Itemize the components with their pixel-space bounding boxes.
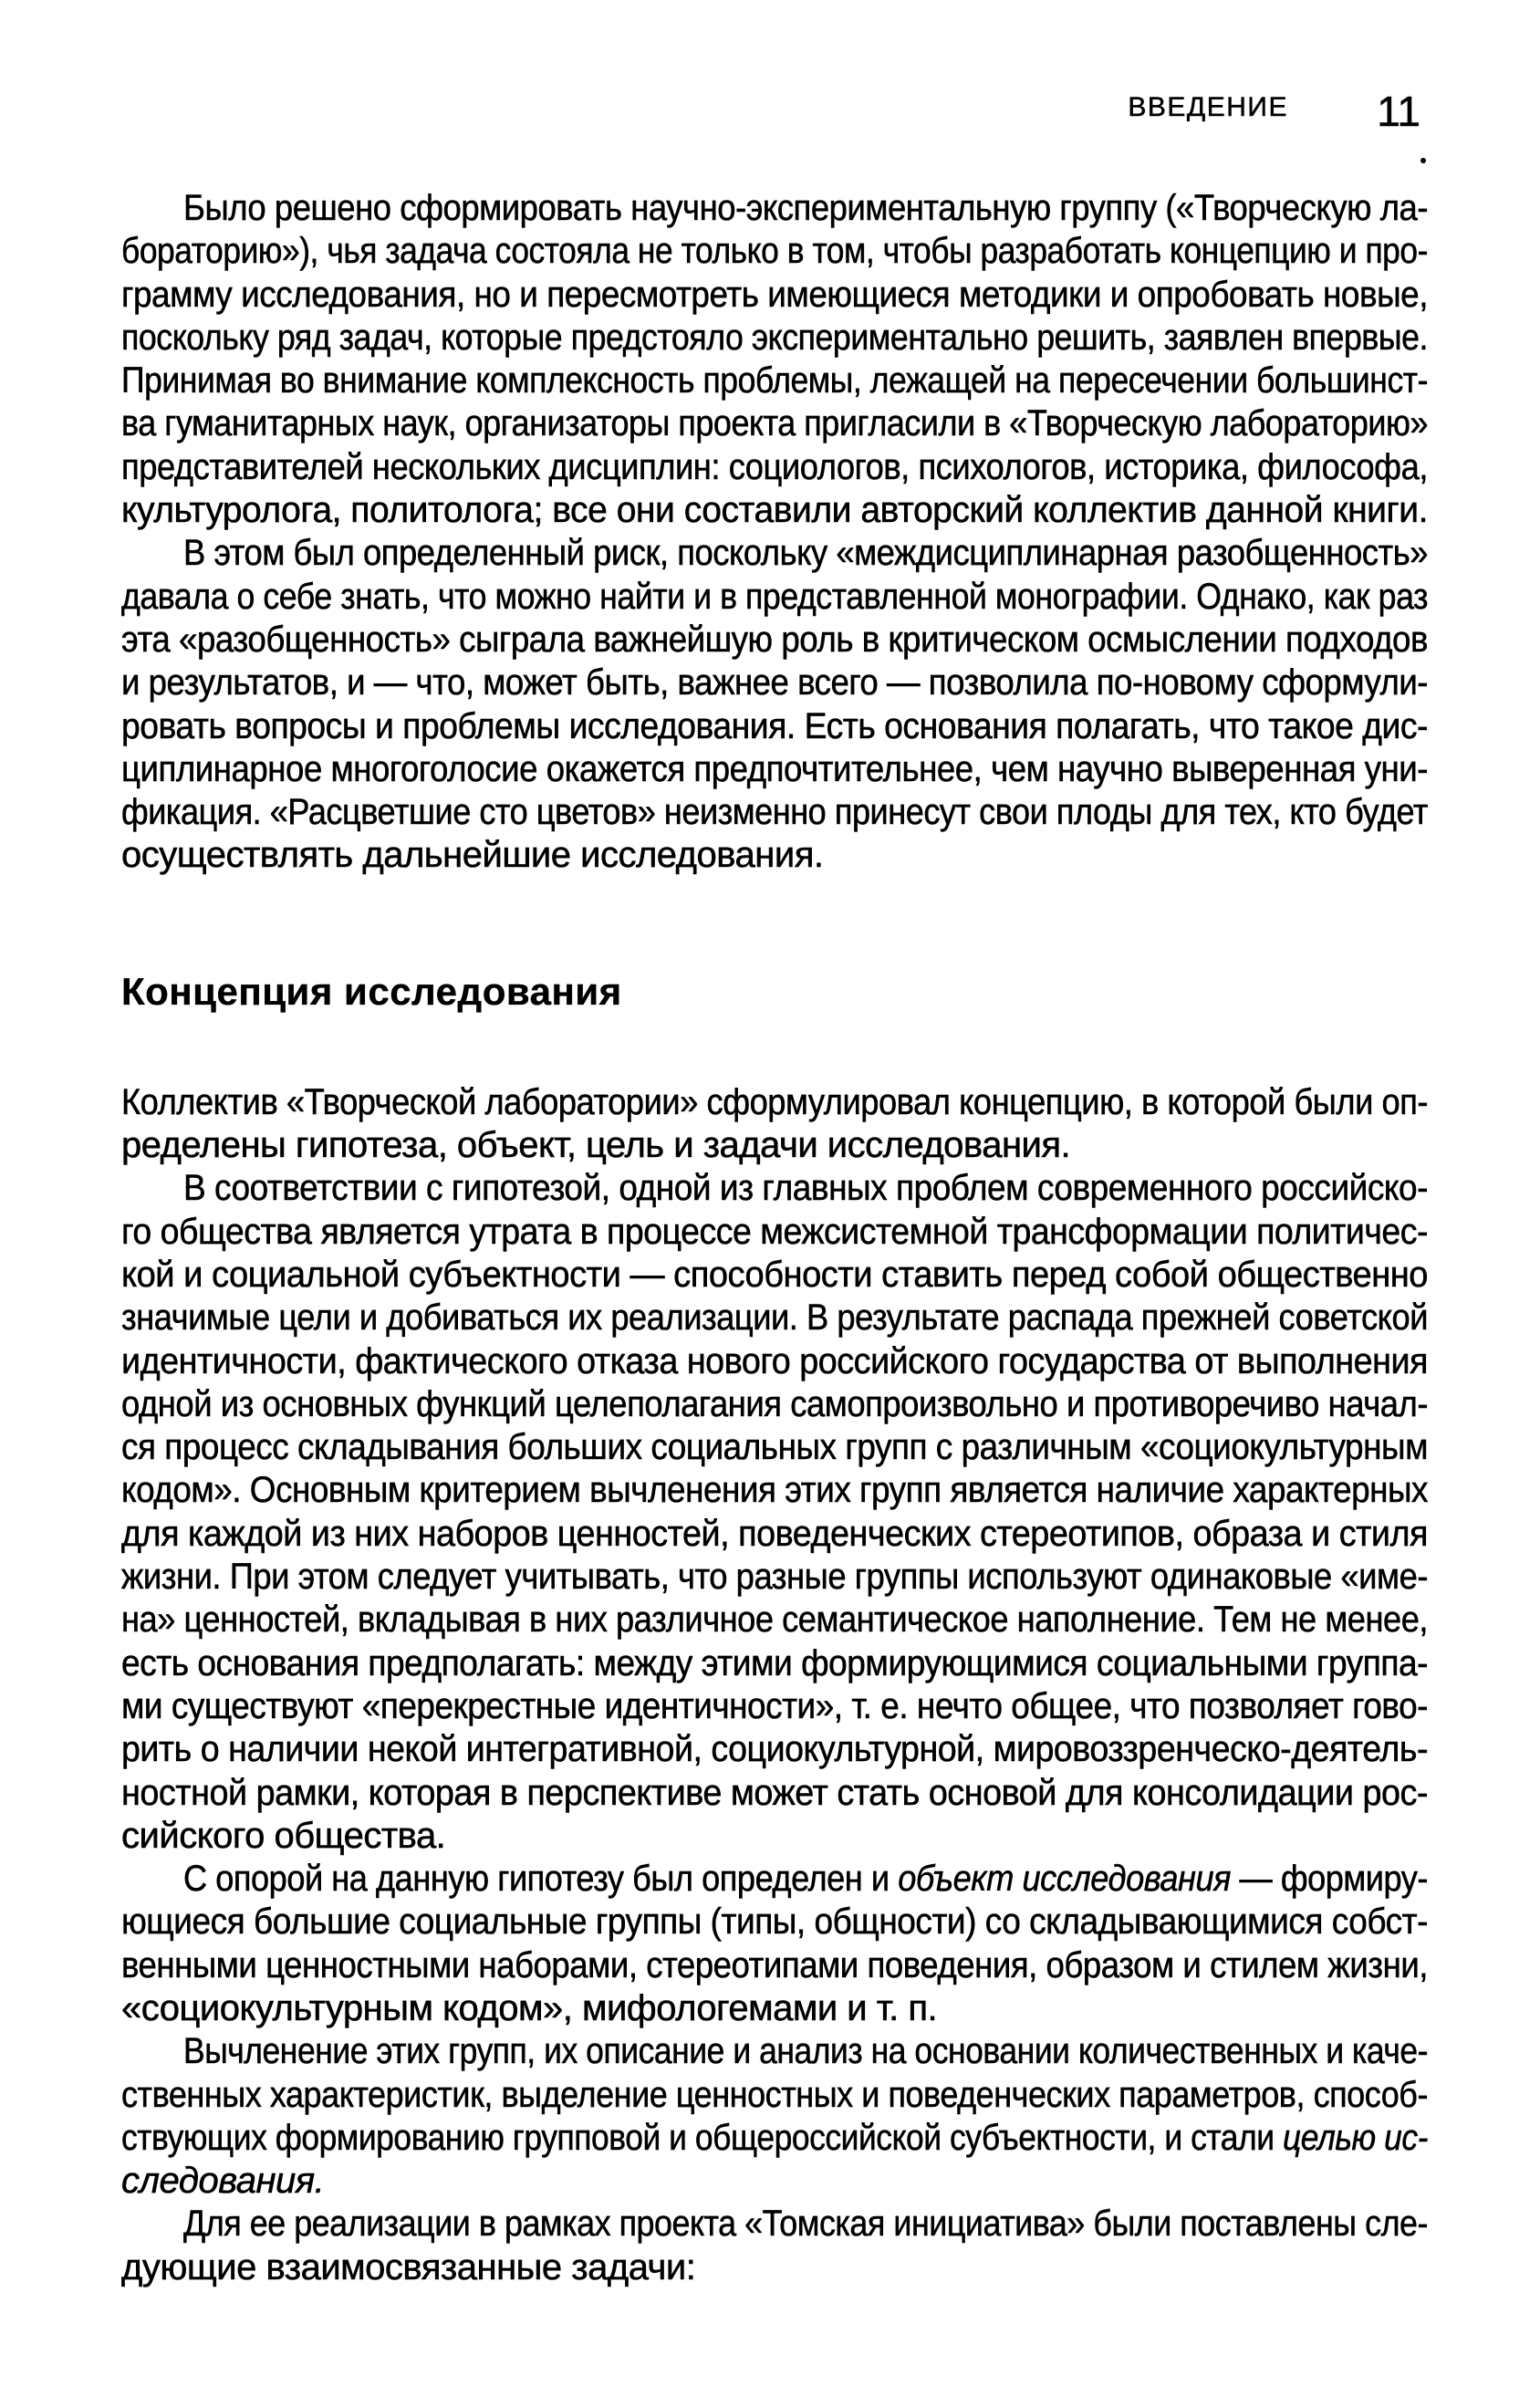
text-line: эта «разобщенность» сыграла важнейшую роль в критическом осмыслении подходов	[121, 619, 1428, 660]
running-title: ВВЕДЕНИЕ	[1128, 92, 1288, 122]
text-line: жизни. При этом следует учитывать, что разные группы используют одинаковые «име-	[121, 1557, 1428, 1598]
text-line: Принимая во внимание комплексность проблемы, лежащей на пересечении большинст-	[121, 360, 1428, 401]
text-line: следования.	[121, 2161, 325, 2202]
text-line: В соответствии с гипотезой, одной из главных проблем современного российско-	[183, 1168, 1428, 1209]
text-line: на» ценностей, вкладывая в них различное семантическое наполнение. Тем не менее,	[121, 1599, 1428, 1641]
text-line: венными ценностными наборами, стереотипами поведения, образом и стилем жизни,	[121, 1944, 1428, 1985]
paragraph	[121, 1858, 1428, 2030]
text-line: ровать вопросы и проблемы исследования. Есть основания полагать, что такое дис-	[121, 705, 1428, 746]
text-line: грамму исследования, но и пересмотреть имеющиеся методики и опробовать новые,	[121, 274, 1428, 315]
paragraph	[121, 187, 1428, 532]
text-line: и результатов, и — что, может быть, важнее всего — позволила по-новому сформули-	[121, 662, 1428, 703]
paragraph	[121, 1167, 1428, 1858]
section-heading: Концепция исследования	[121, 969, 622, 1013]
text-line: ся процесс складывания больших социальных групп с различным «социокультурным	[121, 1427, 1428, 1468]
text-line: Для ее реализации в рамках проекта «Томская инициатива» были поставлены сле-	[183, 2204, 1428, 2245]
text-line: осуществлять дальнейшие исследования.	[121, 835, 824, 876]
text-line: есть основания предполагать: между этими формирующимися социальными группа-	[121, 1642, 1428, 1683]
text-line: ственных характеристик, выделение ценностных и поведенческих параметров, способ-	[121, 2074, 1428, 2115]
text-line: сийского общества.	[121, 1815, 446, 1856]
paragraph	[121, 1081, 1428, 1168]
text-line: для каждой из них наборов ценностей, поведенческих стереотипов, образа и стиля	[121, 1513, 1428, 1554]
text-line: кой и социальной субъектности — способности ставить перед собой общественно	[121, 1254, 1428, 1295]
text-line: ностной рамки, которая в перспективе может стать основой для консолидации рос-	[121, 1772, 1428, 1813]
text-line: культуролога, политолога; все они составили авторский коллектив данной книги.	[121, 490, 1428, 531]
text-line: значимые цели и добиваться их реализации. В результате распада прежней советской	[121, 1297, 1428, 1339]
text-block	[121, 187, 1428, 2289]
paragraph	[121, 532, 1428, 877]
section-concept	[121, 1081, 1428, 2289]
page-number: 11	[1377, 88, 1420, 135]
text-line: представителей нескольких дисциплин: социологов, психологов, историка, философа,	[121, 446, 1428, 487]
text-line: ющиеся большие социальные группы (типы, общности) со складывающимися собст-	[121, 1902, 1428, 1943]
text-line: бораторию»), чья задача состояла не только в том, чтобы разработать концепцию и про-	[121, 231, 1428, 272]
text-line: ва гуманитарных наук, организаторы проекта пригласили в «Творческую лабораторию»	[121, 403, 1428, 444]
text-line: рить о наличии некой интегративной, социокультурной, мировоззренческо-деятель-	[121, 1729, 1428, 1770]
text-line: го общества является утрата в процессе межсистемной трансформации политичес-	[121, 1211, 1428, 1252]
text-line: Коллектив «Творческой лаборатории» сформулировал концепцию, в которой были оп-	[121, 1081, 1428, 1122]
text-line: дующие взаимосвязанные задачи:	[121, 2246, 696, 2287]
text-line: фикация. «Расцветшие сто цветов» неизменно принесут свои плоды для тех, кто будет	[121, 792, 1428, 833]
text-line: кодом». Основным критерием вычленения этих групп является наличие характерных	[121, 1470, 1428, 1511]
text-line: давала о себе знать, что можно найти и в представленной монографии. Однако, как раз	[121, 576, 1428, 617]
text-line: одной из основных функций целеполагания самопроизвольно и противоречиво начал-	[121, 1383, 1428, 1424]
text-line: циплинарное многоголосие окажется предпочтительнее, чем научно выверенная уни-	[121, 748, 1428, 789]
text-line: поскольку ряд задач, которые предстояло экспериментально решить, заявлен впервые.	[121, 317, 1428, 358]
text-line: ределены гипотеза, объект, цель и задачи исследования.	[121, 1125, 1071, 1166]
section-intro	[121, 187, 1428, 878]
text-line: «социокультурным кодом», мифологемами и т. п.	[121, 1987, 938, 2028]
text-line: ми существуют «перекрестные идентичности», т. е. нечто общее, что позволяет гово-	[121, 1685, 1428, 1726]
text-line: С опорой на данную гипотезу был определен и объект исследования — формиру-	[183, 1859, 1428, 1900]
scan-speck	[1420, 158, 1426, 163]
text-line: Было решено сформировать научно-экспериментальную группу («Творческую ла-	[183, 188, 1428, 228]
paragraph	[121, 2030, 1428, 2203]
paragraph	[121, 2203, 1428, 2289]
text-line: Вычленение этих групп, их описание и анализ на основании количественных и каче-	[183, 2031, 1428, 2072]
text-line: ствующих формированию групповой и общероссийской субъектности, и стали целью ис-	[121, 2117, 1428, 2158]
text-line: В этом был определенный риск, поскольку «междисциплинарная разобщенность»	[183, 533, 1428, 574]
text-line: идентичности, фактического отказа нового российского государства от выполнения	[121, 1340, 1428, 1381]
